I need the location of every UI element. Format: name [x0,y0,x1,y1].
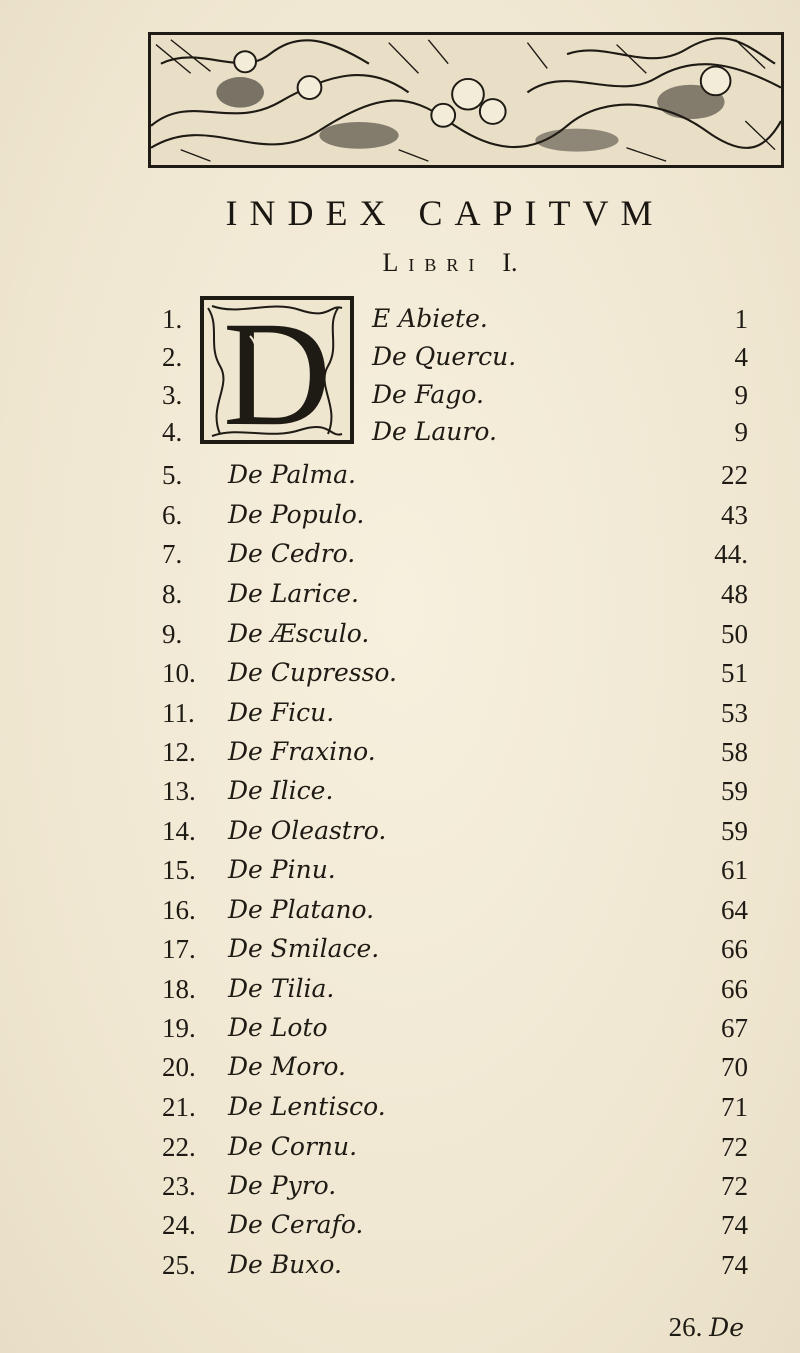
chapter-entry [0,577,800,611]
chapter-entry [0,498,800,532]
page-number: 74 [721,1210,748,1240]
chapter-entry [0,814,800,848]
chapter-number: 21. [162,1092,196,1122]
initial-letter-d: D [222,296,332,444]
chapter-name: De Platano. [228,895,375,924]
chapter-number: 22. [162,1132,196,1162]
chapter-entry [0,415,800,449]
page-number: 59 [721,776,748,806]
page-number: 61 [721,855,748,885]
chapter-entry [0,1090,800,1124]
chapter-entry [0,340,800,374]
chapter-number: 12. [162,737,196,767]
chapter-entry [0,378,800,412]
chapter-name: De Cerafo. [228,1210,364,1239]
chapter-entry [0,972,800,1006]
catchword-word: De [709,1313,744,1342]
chapter-name: De Buxo. [228,1250,342,1279]
chapter-number: 10. [162,658,196,688]
chapter-name: De Cornu. [228,1132,358,1161]
page-number: 74 [721,1250,748,1280]
chapter-name: De Moro. [228,1052,346,1081]
chapter-number: 23. [162,1171,196,1201]
chapter-entry [0,696,800,730]
page-number: 58 [721,737,748,767]
chapter-number: 24. [162,1210,196,1240]
page-number: 44. [714,539,748,569]
chapter-number: 16. [162,895,196,925]
chapter-number: 8. [162,579,183,609]
chapter-name: De Pinu. [228,855,336,884]
chapter-name: De Smilace. [228,934,380,963]
chapter-name: De Ficu. [228,698,335,727]
chapter-name: De Larice. [228,579,359,608]
chapter-name: De Lauro. [372,417,497,446]
page-number: 53 [721,698,748,728]
chapter-number: 14. [162,816,196,846]
chapter-number: 15. [162,855,196,885]
chapter-entry [0,1050,800,1084]
chapter-number: 5. [162,460,183,490]
chapter-entry [0,1208,800,1242]
ornamental-headpiece [148,32,784,168]
chapter-entry [0,735,800,769]
page-number: 9 [734,380,748,410]
chapter-number: 1. [162,304,183,334]
page-number: 70 [721,1052,748,1082]
chapter-entry [0,302,800,336]
page-number: 22 [721,460,748,490]
subtitle-number: I. [502,248,518,277]
chapter-name: De Palma. [228,460,356,489]
chapter-entry [0,458,800,492]
chapter-name: De Fraxino. [228,737,376,766]
chapter-entry [0,1248,800,1282]
chapter-name: E Abiete. [372,304,488,333]
chapter-number: 13. [162,776,196,806]
chapter-number: 20. [162,1052,196,1082]
chapter-entry [0,932,800,966]
chapter-number: 17. [162,934,196,964]
chapter-name: De Tilia. [228,974,335,1003]
chapter-name: De Loto [228,1013,328,1042]
chapter-number: 7. [162,539,183,569]
chapter-name: De Ilice. [228,776,334,805]
catchword [669,1310,744,1345]
page-number: 66 [721,934,748,964]
chapter-number: 9. [162,619,183,649]
chapter-name: De Cupresso. [228,658,397,687]
page-number: 59 [721,816,748,846]
chapter-entry [0,774,800,808]
catchword-number: 26. [668,1312,703,1342]
chapter-number: 19. [162,1013,196,1043]
chapter-name: De Quercu. [372,342,517,371]
chapter-entry [0,1130,800,1164]
page-number: 72 [721,1171,748,1201]
subtitle-word: Libri [382,248,485,277]
chapter-name: De Cedro. [228,539,356,568]
page-number: 51 [721,658,748,688]
chapter-number: 2. [162,342,183,372]
chapter-name: De Æsculo. [228,619,370,648]
page-number: 67 [721,1013,748,1043]
page-number: 72 [721,1132,748,1162]
index-title: INDEX CAPITVM [225,193,665,233]
chapter-number: 4. [162,417,183,447]
chapter-entry [0,1169,800,1203]
page-number: 1 [734,304,748,334]
chapter-number: 3. [162,380,183,410]
page-number: 43 [721,500,748,530]
chapter-number: 6. [162,500,183,530]
chapter-entry [0,893,800,927]
chapter-name: De Populo. [228,500,365,529]
page-number: 71 [721,1092,748,1122]
page-number: 48 [721,579,748,609]
page-number: 50 [721,619,748,649]
chapter-entry [0,617,800,651]
chapter-entry [0,1011,800,1045]
book-subtitle [0,248,800,278]
page-number: 64 [721,895,748,925]
chapter-entry [0,853,800,887]
chapter-entry [0,656,800,690]
chapter-number: 11. [162,698,195,728]
page-number: 66 [721,974,748,1004]
chapter-name: De Lentisco. [228,1092,386,1121]
chapter-name: De Fago. [372,380,484,409]
page-number: 4 [734,342,748,372]
page-number: 9 [734,417,748,447]
chapter-name: De Pyro. [228,1171,337,1200]
chapter-number: 25. [162,1250,196,1280]
chapter-name: De Oleastro. [228,816,387,845]
chapter-entry [0,537,800,571]
chapter-number: 18. [162,974,196,1004]
